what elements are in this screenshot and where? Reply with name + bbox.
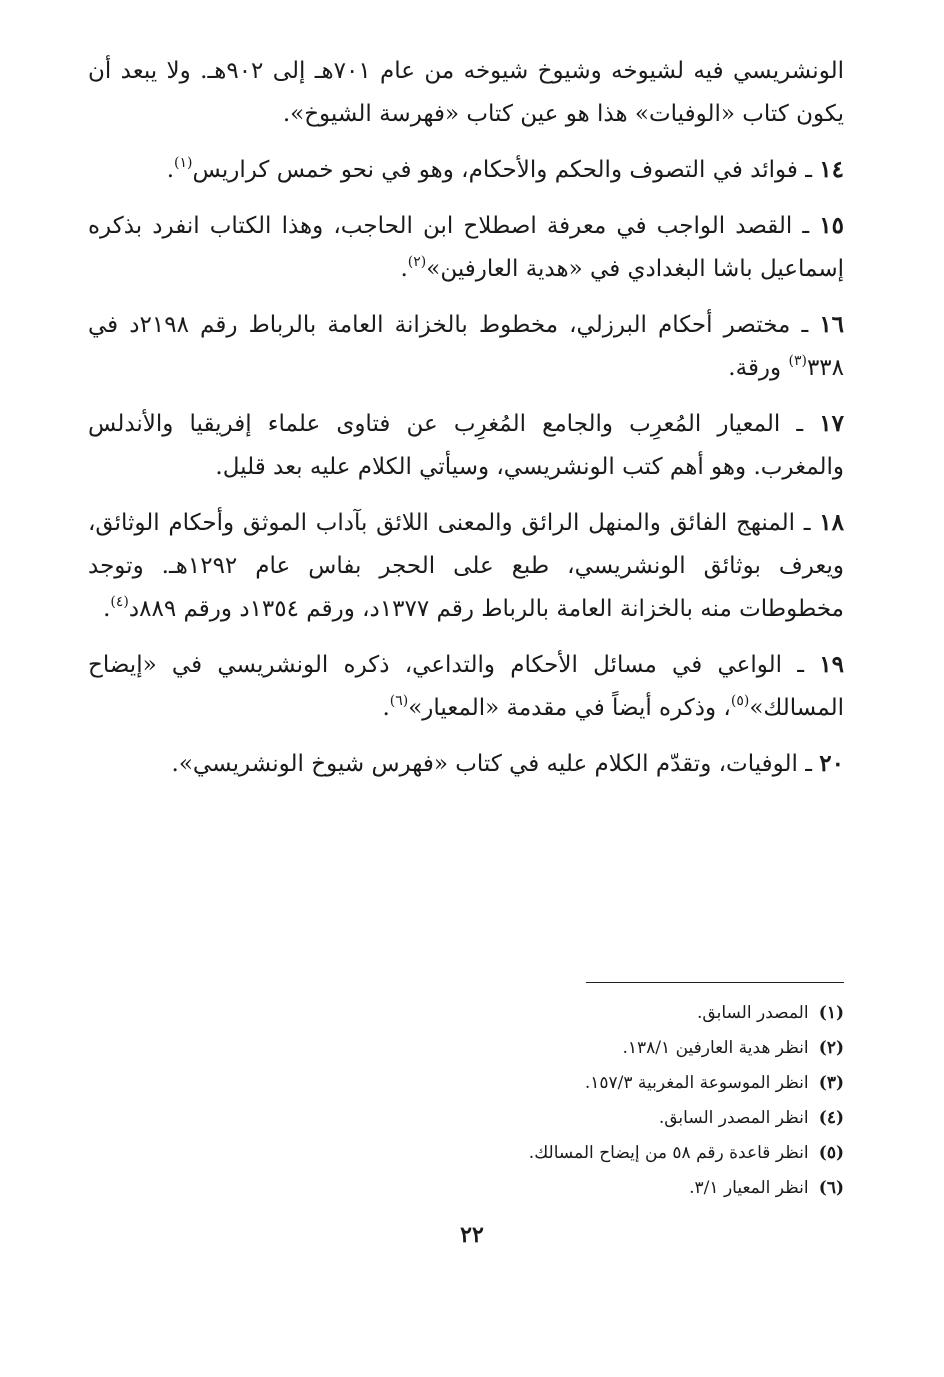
paragraph-text: ـ القصد الواجب في معرفة اصطلاح ابن الحاجب، وهذا الكتاب انفرد بذكره إسماعيل باشا البغدادي في «هدية العارفين»: [88, 213, 844, 282]
item-number: ١٨: [819, 509, 844, 536]
item-number: ١٧: [819, 410, 845, 437]
footnote-text: انظر الموسوعة المغربية ١٥٧/٣.: [584, 1073, 809, 1093]
paragraph-text: ـ المعيار المُعرِب والجامع المُغرِب عن فتاوى علماء إفريقيا والأندلس والمغرب. وهو أهم كتب الونشريسي، وسيأتي الكلام عليه بعد قليل.: [88, 411, 844, 480]
item-number: ١٦: [819, 311, 845, 338]
footnote-number: (٢): [818, 1038, 844, 1058]
footnote-text: انظر المصدر السابق.: [658, 1108, 809, 1128]
footnote-text: المصدر السابق.: [697, 1003, 809, 1023]
footnote-5: [88, 1136, 844, 1171]
page-body: [88, 50, 845, 1198]
footnote-6: [88, 1171, 844, 1206]
paragraph-tail: .: [166, 157, 175, 183]
footnote-number: (١): [818, 1003, 844, 1023]
item-number: ١٥: [819, 212, 845, 239]
paragraph-item-20: [88, 742, 844, 786]
paragraph-item-15: [88, 204, 844, 291]
paragraph-text: ـ مختصر أحكام البرزلي، مخطوط بالخزانة العامة بالرباط رقم ٢١٩٨د في ٣٣٨: [88, 312, 844, 381]
footnote-text: انظر قاعدة رقم ٥٨ من إيضاح المسالك.: [528, 1143, 809, 1163]
paragraph-item-17: [88, 402, 844, 489]
paragraph-tail: ورقة.: [728, 355, 789, 381]
paragraph-text: الونشريسي فيه لشيوخه وشيوخ شيوخه من عام ٧٠١هـ إلى ٩٠٢هـ. ولا يبعد أن يكون كتاب «الوفيات» هذا هو عين كتاب «فهرسة الشيوخ».: [88, 58, 844, 127]
footnote-ref[interactable]: (٢): [407, 254, 427, 270]
footnote-text: انظر المعيار ٣/١.: [689, 1178, 809, 1198]
footnote-1: [88, 996, 844, 1031]
item-number: ١٤: [819, 156, 844, 183]
footnote-ref[interactable]: (٦): [389, 693, 409, 709]
item-number: ١٩: [819, 651, 845, 678]
paragraph-text: ـ فوائد في التصوف والحكم والأحكام، وهو في نحو خمس كراريس: [192, 157, 812, 183]
footnote-ref[interactable]: (١): [174, 155, 193, 171]
footnote-ref[interactable]: (٤): [110, 594, 129, 610]
paragraph-text: ـ الواعي في مسائل الأحكام والتداعي، ذكره الونشريسي في «إيضاح المسالك»: [88, 652, 844, 721]
paragraph-item-18: [88, 501, 844, 631]
footnote-3: [88, 1066, 844, 1101]
footnote-text: انظر هدية العارفين ١٣٨/١.: [622, 1038, 809, 1058]
footnotes: [88, 996, 844, 1206]
paragraph-text-continued: ، وذكره أيضاً في مقدمة «المعيار»: [408, 695, 731, 721]
paragraph-continuation: [88, 50, 844, 136]
footnote-number: (٥): [818, 1143, 844, 1163]
paragraph-text: ـ المنهج الفائق والمنهل الرائق والمعنى اللائق بآداب الموثق وأحكام الوثائق، ويعرف بوثائق الونشريسي، طبع على الحجر بفاس عام ١٢٩٢هـ. وتوجد مخطوطات منه بالخزانة العامة بالرباط رقم ١٣٧٧د، ورقم ١٣٥٤د ورقم ٨٨٩د: [88, 510, 844, 622]
paragraph-item-14: [88, 148, 844, 192]
paragraph-text: ـ الوفيات، وتقدّم الكلام عليه في كتاب «فهرس شيوخ الونشريسي».: [171, 751, 812, 777]
paragraph-item-16: [88, 303, 844, 390]
paragraph-tail: .: [382, 695, 390, 721]
paragraph-item-19: [88, 643, 844, 730]
footnote-number: (٦): [818, 1178, 844, 1198]
footnote-ref[interactable]: (٥): [730, 693, 750, 709]
paragraph-tail: .: [103, 596, 111, 622]
footnote-number: (٣): [818, 1073, 844, 1093]
paragraph-tail: .: [400, 256, 408, 282]
page-number: ٢٢: [460, 1222, 484, 1248]
footnote-number: (٤): [818, 1108, 844, 1128]
footnote-ref[interactable]: (٣): [788, 353, 807, 369]
footnote-4: [88, 1101, 844, 1136]
footnote-2: [88, 1031, 844, 1066]
item-number: ٢٠: [819, 750, 844, 777]
footnote-divider: [586, 982, 844, 983]
